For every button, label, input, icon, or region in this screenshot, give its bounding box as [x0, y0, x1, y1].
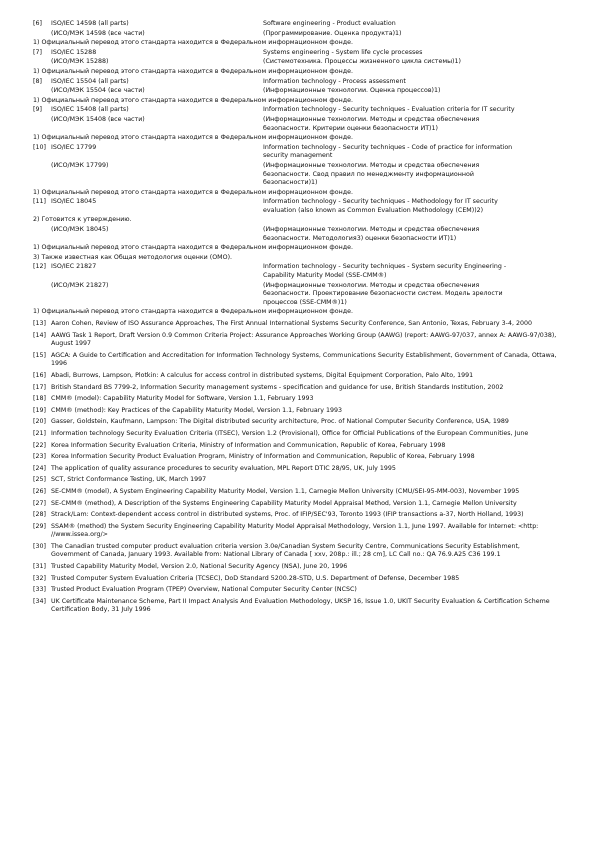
- standard-id-ru: (ИСО/МЭК 18045): [51, 226, 109, 234]
- entry-number: [9]: [33, 106, 42, 114]
- reference-number: [20]: [33, 418, 46, 426]
- standard-id: ISO/IEC 15288: [51, 48, 97, 56]
- reference-number: [16]: [33, 371, 46, 379]
- footnote: 1) Официальный перевод этого стандарта находится в Федеральном информационном фонде.: [33, 39, 353, 47]
- reference-item: [33, 320, 563, 329]
- reference-item: [33, 511, 563, 520]
- reference-text: Gasser, Goldstein, Kaufmann, Lampson: The Digital distributed security architecture, Proc. of National Computer Security Conference, USA, 1989: [51, 418, 509, 426]
- reference-item: [33, 407, 563, 416]
- reference-number: [25]: [33, 476, 46, 484]
- reference-item: [33, 352, 563, 369]
- reference-text: Trusted Product Evaluation Program (TPEP) Overview, National Computer Security Center (NCSC): [51, 586, 357, 594]
- standard-title-ru: (Информационные технологии. Методы и средства обеспечения безопасности. Методология3) оценки безопасности ИТ)1): [263, 226, 480, 242]
- reference-text: Korea Information Security Evaluation Criteria, Ministry of Information and Communication, Republic of Korea, February 1998: [51, 441, 446, 449]
- standard-id: ISO/IEC 14598 (all parts): [51, 20, 129, 27]
- footnote: 1) Официальный перевод этого стандарта находится в Федеральном информационном фонде.: [33, 134, 353, 142]
- reference-item: [33, 476, 563, 485]
- standard-title-ru: (Информационные технологии. Оценка процессов)1): [263, 87, 441, 95]
- standard-id: ISO/IEC 18045: [51, 198, 97, 206]
- reference-text: Abadi, Burrows, Lampson, Plotkin: A calculus for access control in distributed systems, Digital Equipment Corporation, Palo Alto, 1991: [51, 371, 474, 379]
- standard-title-ru: (Информационные технологии. Методы и средства обеспечения безопасности. Критерии оценки безопасности ИТ)1): [263, 115, 480, 132]
- reference-text: Trusted Computer System Evaluation Criteria (TCSEC), DoD Standard 5200.28-STD, U.S. Department of Defense, December 1985: [51, 574, 460, 582]
- reference-number: [29]: [33, 522, 46, 530]
- footnote: 1) Официальный перевод этого стандарта находится в Федеральном информационном фонде.: [33, 308, 353, 316]
- reference-number: [22]: [33, 441, 46, 449]
- standard-title: Systems engineering - System life cycle processes: [263, 48, 423, 56]
- standard-title: Information technology - Process assessment: [263, 77, 406, 85]
- reference-number: [19]: [33, 406, 46, 414]
- reference-item: [33, 453, 563, 462]
- footnote: 1) Официальный перевод этого стандарта находится в Федеральном информационном фонде.: [33, 67, 353, 75]
- reference-text: SE-CMM® (model), A System Engineering Capability Maturity Model, Version 1.1, Carnegie Mellon University (CMU/SEI-95-MM-003), November 1995: [51, 487, 520, 495]
- reference-text: AGCA: A Guide to Certification and Accreditation for Information Technology Systems, Communications Security Establishment, Government of Canada, Ottawa, 1996: [51, 351, 557, 368]
- reference-number: [30]: [33, 542, 46, 550]
- standard-id-ru: (ИСО/МЭК 15288): [51, 58, 109, 66]
- reference-number: [26]: [33, 487, 46, 495]
- reference-number: [27]: [33, 499, 46, 507]
- bibliography-entry: [33, 106, 563, 142]
- reference-item: [33, 563, 563, 572]
- reference-text: CMM® (method): Key Practices of the Capability Maturity Model, Version 1.1, February 1993: [51, 406, 343, 414]
- standard-title: Information technology - Security techniques - Evaluation criteria for IT security: [263, 106, 515, 114]
- standard-id-ru: (ИСО/МЭК 17799): [51, 161, 109, 169]
- reference-item: [33, 575, 563, 584]
- bibliography-entry: [33, 78, 563, 106]
- reference-number: [13]: [33, 320, 46, 327]
- reference-item: [33, 500, 563, 509]
- reference-number: [14]: [33, 331, 46, 339]
- standard-id-ru: (ИСО/МЭК 15504 (все части): [51, 87, 145, 95]
- reference-text: AAWG Task 1 Report, Draft Version 0.9 Common Criteria Project: Assurance Approaches Working Group (AAWG) (report: AAWG-97/037, annex A: AAWG-97/038), August 1997: [51, 331, 557, 348]
- reference-text: Information technology Security Evaluation Criteria (ITSEC), Version 1.2 (Provisional), Office for Official Publications of the European Communities, June: [51, 429, 529, 437]
- reference-text: Trusted Capability Maturity Model, Version 2.0, National Security Agency (NSA), June 20, 1996: [51, 563, 348, 571]
- standard-title: Information technology - Security techniques - Methodology for IT security evaluation (also known as Common Evaluation Methodology (CEM))2): [263, 198, 498, 214]
- standard-id-ru: (ИСО/МЭК 14598 (все части): [51, 29, 145, 37]
- reference-number: [24]: [33, 464, 46, 472]
- standard-title-ru: (Программирование. Оценка продукта)1): [263, 29, 402, 37]
- reference-text: Aaron Cohen, Review of ISO Assurance Approaches, The First Annual International Systems Security Conference, San Antonio, Texas, February 3-4, 2000: [51, 320, 532, 327]
- reference-item: [33, 523, 563, 540]
- reference-item: [33, 465, 563, 474]
- bibliography-entry: [33, 20, 563, 48]
- reference-item: [33, 543, 563, 560]
- reference-number: [21]: [33, 429, 46, 437]
- reference-text: SCT, Strict Conformance Testing, UK, March 1997: [51, 476, 207, 484]
- standard-title-ru: (Информационные технологии. Методы и средства обеспечения безопасности. Проектирование безопасности систем. Модель зрелости процессов (SSE-CMM®)1): [263, 281, 503, 306]
- reference-text: Strack/Lam: Context-dependent access control in distributed systems, Proc. of IFIP/SEC'93, Toronto 1993 (IFIP transactions a-37, North Holland, 1993): [51, 511, 524, 519]
- bibliography-entry: [33, 49, 563, 77]
- reference-item: [33, 418, 563, 427]
- reference-item: [33, 430, 563, 439]
- standard-title: Software engineering - Product evaluation: [263, 20, 396, 27]
- reference-item: [33, 395, 563, 404]
- reference-number: [17]: [33, 383, 46, 391]
- bibliography-entry: [33, 144, 563, 198]
- reference-number: [28]: [33, 511, 46, 519]
- bibliography-entry: [33, 263, 563, 317]
- footnote: 2) Готовится к утверждению.: [33, 216, 132, 224]
- entry-number: [10]: [33, 143, 46, 151]
- reference-item: [33, 384, 563, 393]
- reference-number: [34]: [33, 597, 46, 605]
- reference-list: [33, 320, 563, 615]
- reference-item: [33, 598, 563, 615]
- reference-number: [23]: [33, 453, 46, 461]
- reference-text: The application of quality assurance procedures to security evaluation, MPL Report DTIC 28/95, UK, July 1995: [51, 464, 396, 472]
- standard-title-ru: (Системотехника. Процессы жизненного цикла системы)1): [263, 58, 461, 66]
- reference-number: [33]: [33, 586, 46, 594]
- bibliography-entry: [33, 198, 563, 262]
- entry-number: [8]: [33, 77, 42, 85]
- entry-number: [7]: [33, 48, 42, 56]
- standard-id: ISO/IEC 15408 (all parts): [51, 106, 129, 114]
- standard-id-ru: (ИСО/МЭК 15408 (все части): [51, 115, 145, 123]
- reference-item: [33, 442, 563, 451]
- standard-title: Information technology - Security techniques - System security Engineering - Capability Maturity Model (SSE-CMM®): [263, 263, 507, 280]
- reference-item: [33, 586, 563, 595]
- reference-number: [18]: [33, 395, 46, 403]
- standard-title-ru: (Информационные технологии. Методы и средства обеспечения безопасности. Свод правил по менеджменту информационной безопасности)1): [263, 161, 480, 187]
- standard-id: ISO/IEC 17799: [51, 143, 97, 151]
- reference-text: British Standard BS 7799-2, Information Security management systems - specification and guidance for use, British Standards Institution, 2002: [51, 383, 504, 391]
- entry-number: [6]: [33, 20, 42, 27]
- footnote: 3) Также известная как Общая методология оценки (ОМО).: [33, 253, 233, 261]
- reference-text: UK Certificate Maintenance Scheme, Part II Impact Analysis And Evaluation Methodology, UKSP 16, Issue 1.0, UKIT Security Evaluation & Certification Scheme Certification Body, 31 July 1996: [51, 597, 550, 614]
- reference-number: [32]: [33, 574, 46, 582]
- footnote: 1) Официальный перевод этого стандарта находится в Федеральном информационном фонде.: [33, 96, 353, 104]
- reference-item: [33, 372, 563, 381]
- bibliography-page: [33, 20, 563, 615]
- reference-text: SSAM® (method) the System Security Engineering Capability Maturity Model Appraisal Methodology, Version 1.1, June 1997. Available for Internet: <http: //www.issea.org/>: [51, 522, 539, 539]
- standard-id: ISO/IEC 21827: [51, 263, 97, 271]
- reference-text: The Canadian trusted computer product evaluation criteria version 3.0e/Canadian System Security Centre, Communications Security Establishment, Government of Canada, January 1993. Available from: National Library of Canada [ xxv, 208p.: ill.; 28 cm], LC Call no.: QA 76.9.A25 C36 199.1: [51, 542, 520, 559]
- entry-number: [11]: [33, 198, 46, 206]
- entry-number: [12]: [33, 263, 46, 271]
- footnote: 1) Официальный перевод этого стандарта находится в Федеральном информационном фонде.: [33, 244, 353, 252]
- reference-text: Korea Information Security Product Evaluation Program, Ministry of Information and Communication, Republic of Korea, February 1998: [51, 453, 475, 461]
- standard-title: Information technology - Security techniques - Code of practice for information security management: [263, 143, 513, 160]
- reference-item: [33, 332, 563, 349]
- reference-item: [33, 488, 563, 497]
- reference-number: [15]: [33, 351, 46, 359]
- reference-text: SE-CMM® (method), A Description of the Systems Engineering Capability Maturity Model Appraisal Method, Version 1.1, Carnegie Mellon University: [51, 499, 517, 507]
- reference-text: CMM® (model): Capability Maturity Model for Software, Version 1.1, February 1993: [51, 395, 314, 403]
- footnote: 1) Официальный перевод этого стандарта находится в Федеральном информационном фонде.: [33, 188, 353, 196]
- reference-number: [31]: [33, 563, 46, 571]
- standard-id-ru: (ИСО/МЭК 21827): [51, 281, 109, 289]
- standard-id: ISO/IEC 15504 (all parts): [51, 77, 129, 85]
